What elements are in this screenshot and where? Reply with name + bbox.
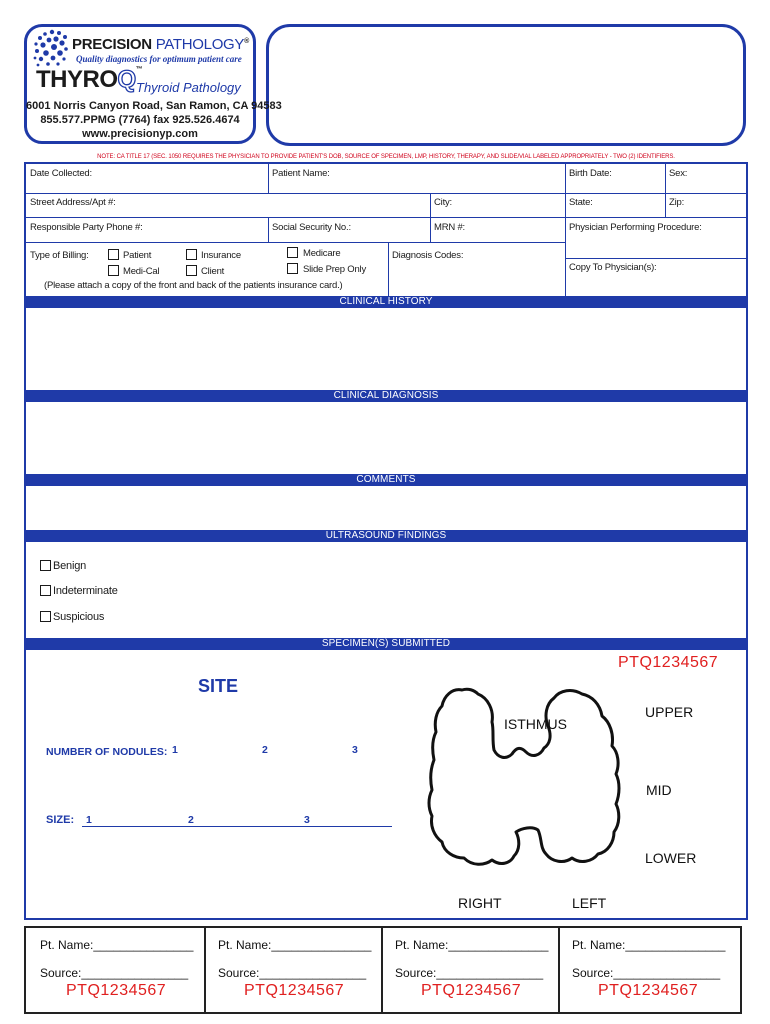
insurance-checkbox[interactable] xyxy=(186,249,197,260)
insurance-option-label: Insurance xyxy=(201,250,241,261)
nodule-3[interactable]: 3 xyxy=(352,744,358,756)
phone-fax: 855.577.PPMG (7764) fax 925.526.4674 xyxy=(40,114,240,126)
brand-tagline: Quality diagnostics for optimum patient care xyxy=(76,54,242,64)
sex-field[interactable]: Sex: xyxy=(669,168,688,179)
column-divider xyxy=(388,242,389,296)
row-divider xyxy=(26,193,746,194)
size-3[interactable]: 3 xyxy=(304,814,310,826)
requisition-form xyxy=(24,162,748,920)
row-divider xyxy=(26,242,565,243)
label-source: Source:________________ xyxy=(40,966,189,980)
clinical-diagnosis-header: CLINICAL DIAGNOSIS xyxy=(26,390,746,402)
client-option-label: Client xyxy=(201,266,225,277)
specimens-header: SPECIMEN(S) SUBMITTED xyxy=(26,638,746,650)
slide-prep-option-label: Slide Prep Only xyxy=(303,264,367,275)
label-source: Source:________________ xyxy=(572,966,721,980)
label-card[interactable] xyxy=(206,928,383,1012)
website: www.precisionyp.com xyxy=(82,128,198,140)
column-divider xyxy=(268,217,269,242)
address: 6001 Norris Canyon Road, San Ramon, CA 94583 xyxy=(26,100,282,112)
brand-bold: PRECISION xyxy=(72,36,152,53)
registered-mark: ® xyxy=(244,38,249,45)
physician-field[interactable]: Physician Performing Procedure: xyxy=(569,222,702,233)
suspicious-checkbox[interactable] xyxy=(40,611,51,622)
clinical-history-input[interactable] xyxy=(26,308,746,388)
indeterminate-label: Indeterminate xyxy=(53,585,118,597)
label-patient-name: Pt. Name:_______________ xyxy=(395,938,549,952)
nodule-2[interactable]: 2 xyxy=(262,744,268,756)
state-field[interactable]: State: xyxy=(569,197,593,208)
row-divider xyxy=(26,217,746,218)
trademark-mark: ™ xyxy=(135,66,143,73)
comments-input[interactable] xyxy=(26,486,746,526)
city-field[interactable]: City: xyxy=(434,197,453,208)
ultrasound-header: ULTRASOUND FINDINGS xyxy=(26,530,746,542)
indeterminate-checkbox[interactable] xyxy=(40,585,51,596)
size-2[interactable]: 2 xyxy=(188,814,194,826)
patient-label-area[interactable] xyxy=(266,24,746,146)
street-address-field[interactable]: Street Address/Apt #: xyxy=(30,197,116,208)
date-collected-field[interactable]: Date Collected: xyxy=(30,168,92,179)
medi-cal-checkbox[interactable] xyxy=(108,265,119,276)
brand-name xyxy=(72,36,249,53)
left-label: LEFT xyxy=(572,895,607,911)
patient-option-label: Patient xyxy=(123,250,152,261)
medicare-checkbox[interactable] xyxy=(287,247,298,258)
suspicious-label: Suspicious xyxy=(53,611,105,623)
label-patient-name: Pt. Name:_______________ xyxy=(40,938,194,952)
legal-note: NOTE: CA TITLE 17 (SEC. 1050 REQUIRES THE PHYSICIAN TO PROVIDE PATIENT'S DOB, SOURCE OF SPECIMEN, LMP, HISTORY, THERAPY, AND SLIDE/VIAL LABELED APPROPRIATELY - TWO (2) IDENTIFIERS. xyxy=(97,154,675,160)
client-checkbox[interactable] xyxy=(186,265,197,276)
label-patient-name: Pt. Name:_______________ xyxy=(572,938,726,952)
product-logo xyxy=(36,66,142,94)
benign-checkbox[interactable] xyxy=(40,560,51,571)
label-source: Source:________________ xyxy=(395,966,544,980)
patient-checkbox[interactable] xyxy=(108,249,119,260)
specimen-code: PTQ1234567 xyxy=(618,654,719,671)
size-underline xyxy=(82,826,392,827)
product-subtitle: Thyroid Pathology xyxy=(136,80,241,95)
upper-label: UPPER xyxy=(645,704,694,720)
zip-field[interactable]: Zip: xyxy=(669,197,685,208)
label-code: PTQ1234567 xyxy=(66,982,167,999)
thyro-q: Q xyxy=(117,66,136,93)
medicare-option-label: Medicare xyxy=(303,248,341,259)
site-label: SITE xyxy=(198,676,239,696)
benign-label: Benign xyxy=(53,560,87,572)
thyro-text: THYRO xyxy=(36,66,118,93)
label-card[interactable] xyxy=(383,928,560,1012)
thyroid-diagram-icon xyxy=(422,682,652,882)
nodules-label: NUMBER OF NODULES: xyxy=(46,746,168,758)
size-1[interactable]: 1 xyxy=(86,814,92,826)
label-card[interactable] xyxy=(26,928,206,1012)
label-code: PTQ1234567 xyxy=(421,982,522,999)
mid-label: MID xyxy=(646,782,672,798)
logo-dots-icon xyxy=(32,28,70,70)
label-source: Source:________________ xyxy=(218,966,367,980)
ssn-field[interactable]: Social Security No.: xyxy=(272,222,351,233)
size-label: SIZE: xyxy=(46,814,75,826)
column-divider xyxy=(268,164,269,193)
lower-label: LOWER xyxy=(645,850,697,866)
clinical-diagnosis-input[interactable] xyxy=(26,402,746,470)
right-label: RIGHT xyxy=(458,895,502,911)
mrn-field[interactable]: MRN #: xyxy=(434,222,465,233)
clinical-history-header: CLINICAL HISTORY xyxy=(26,296,746,308)
slide-prep-checkbox[interactable] xyxy=(287,263,298,274)
comments-header: COMMENTS xyxy=(26,474,746,486)
column-divider xyxy=(430,193,431,242)
medi-cal-option-label: Medi-Cal xyxy=(123,266,160,277)
birth-date-field[interactable]: Birth Date: xyxy=(569,168,612,179)
isthmus-label: ISTHMUS xyxy=(504,716,567,732)
label-code: PTQ1234567 xyxy=(244,982,345,999)
row-divider xyxy=(565,258,746,259)
billing-label: Type of Billing: xyxy=(30,250,89,261)
copy-to-physician-field[interactable]: Copy To Physician(s): xyxy=(569,262,657,273)
label-card[interactable] xyxy=(560,928,740,1012)
column-divider xyxy=(565,164,566,296)
patient-name-field[interactable]: Patient Name: xyxy=(272,168,330,179)
column-divider xyxy=(665,164,666,217)
label-patient-name: Pt. Name:_______________ xyxy=(218,938,372,952)
specimen-labels xyxy=(24,926,742,1014)
phone-field[interactable]: Responsible Party Phone #: xyxy=(30,222,143,233)
label-code: PTQ1234567 xyxy=(598,982,699,999)
insurance-card-note: (Please attach a copy of the front and back of the patients insurance card.) xyxy=(44,280,343,291)
diagnosis-codes-field[interactable]: Diagnosis Codes: xyxy=(392,250,464,261)
brand-light: PATHOLOGY xyxy=(155,36,245,53)
nodule-1[interactable]: 1 xyxy=(172,744,178,756)
